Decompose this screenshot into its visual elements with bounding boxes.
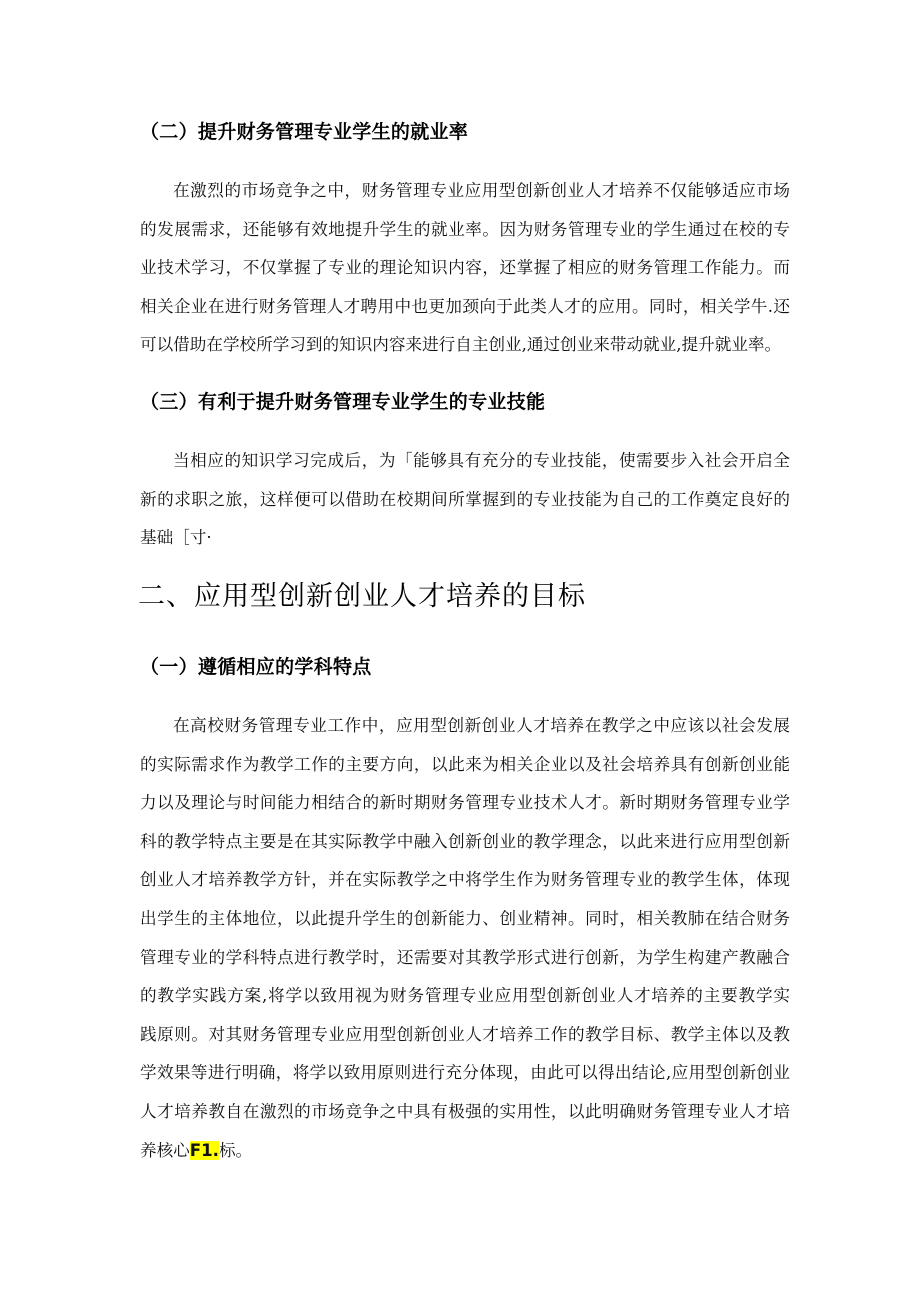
paragraph-employment <box>140 172 790 365</box>
paragraph-line: 的实际需求作为教学工作的主要方向，以此来为相关企业以及社会培养具有创新创业能 <box>140 754 790 774</box>
paragraph-discipline <box>140 707 790 1170</box>
paragraph-line: 可以借助在学校所学习到的知识内容来进行自主创业,通过创业来带动就业,提升就业率。 <box>140 335 782 355</box>
highlighted-text: F1. <box>189 1140 219 1160</box>
paragraph-line: 当相应的知识学习完成后，为「能够具有充分的专业技能，使需要步入社会开启全 <box>173 451 790 470</box>
paragraph-line: 人才培养教自在激烈的市场竞争之中具有极强的实用性，以此明确财务管理专业人才培 <box>140 1101 790 1121</box>
last-line-prefix: 养核心 <box>140 1140 190 1160</box>
paragraph-line: 学效果等进行明确，将学以致用原则进行充分体现，由此可以得出结论,应用型创新创业 <box>140 1063 790 1083</box>
paragraph-line: 的教学实践方案,将学以致用视为财务管理专业应用型创新创业人才培养的主要教学实 <box>140 986 790 1006</box>
section-heading-1: （一）遵循相应的学科特点 <box>140 656 372 678</box>
paragraph-line: 出学生的主体地位，以此提升学生的创新能力、创业精神。同时，相关教肺在结合财务 <box>140 908 790 928</box>
paragraph-line: 践原则。对其财务管理专业应用型创新创业人才培养工作的教学目标、教学主体以及教 <box>140 1024 790 1044</box>
paragraph-line: 在激烈的市场竞争之中，财务管理专业应用型创新创业人才培养不仅能够适应市场 <box>173 181 790 200</box>
paragraph-skills <box>140 442 790 558</box>
paragraph-line: 相关企业在进行财务管理人才聘用中也更加颈向于此类人才的应用。同时，相关学牛.还 <box>140 296 790 316</box>
paragraph-line: 新的求职之旅，这样便可以借助在校期间所掌握到的专业技能为自己的工作奠定良好的 <box>140 489 790 509</box>
paragraph-line: 业技术学习，不仅掌握了专业的理论知识内容，还掌握了相应的财务管理工作能力。而 <box>140 258 790 278</box>
paragraph-line: 基础［寸· <box>140 528 212 548</box>
paragraph-line: 管理专业的学科特点进行教学时，还需要对其教学形式进行创新，为学生构建产教融合 <box>140 947 790 967</box>
paragraph-line: 创业人才培养教学方针，并在实际教学之中将学生作为财务管理专业的教学生体，体现 <box>140 870 790 890</box>
section-heading-2: （二）提升财务管理专业学生的就业率 <box>140 121 469 143</box>
paragraph-line: 在高校财务管理专业工作中，应用型创新创业人才培养在教学之中应该以社会发展 <box>173 716 790 735</box>
paragraph-line: 力以及理论与时间能力相结合的新时期财务管理专业技术人才。新时期财务管理专业学 <box>140 793 790 813</box>
last-line-suffix: 标。 <box>218 1140 253 1160</box>
section-heading-3: （三）有利于提升财务管理专业学生的专业技能 <box>140 391 546 413</box>
paragraph-line: 科的教学特点主要是在其实际教学中融入创新创业的教学理念，以此来进行应用型创新 <box>140 831 790 851</box>
chapter-title: 二、应用型创新创业人才培养的目标 <box>138 581 586 612</box>
paragraph-line: 的发展需求，还能够有效地提升学生的就业率。因为财务管理专业的学生通过在校的专 <box>140 219 790 239</box>
paragraph-last-line <box>140 1132 790 1171</box>
